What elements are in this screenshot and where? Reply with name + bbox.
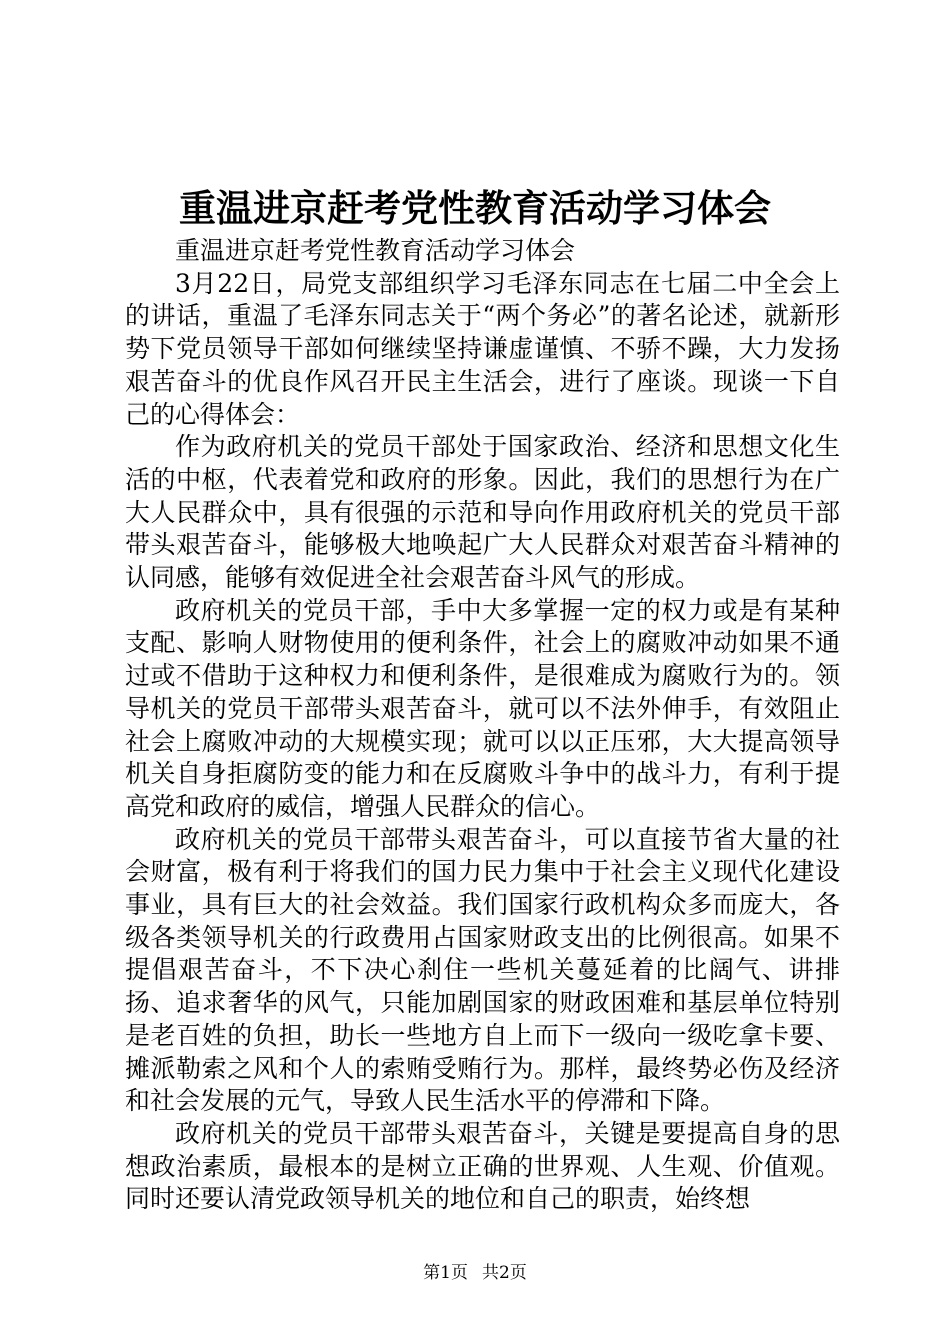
paragraph-1: 3月22日，局党支部组织学习毛泽东同志在七届二中全会上的讲话，重温了毛泽东同志关于“两个务必”的著名论述，就新形势下党员领导干部如何继续坚持谦虚谨慎、不骄不躁，大力发扬艰苦奋斗的优良作风召开民主生活会，进行了座谈。现谈一下自己的心得体会： [125,268,840,429]
paragraph-subtitle: 重温进京赶考党性教育活动学习体会 [175,236,576,265]
document-body [125,235,840,1216]
paragraph-2: 作为政府机关的党员干部处于国家政治、经济和思想文化生活的中枢，代表着党和政府的形象。因此，我们的思想行为在广大人民群众中，具有很强的示范和导向作用政府机关的党员干部带头艰苦奋斗，能够极大地唤起广大人民群众对艰苦奋斗精神的认同感，能够有效促进全社会艰苦奋斗风气的形成。 [125,432,840,593]
document-title: 重温进京赶考党性教育活动学习体会 [179,186,771,230]
paragraph-4: 政府机关的党员干部带头艰苦奋斗，可以直接节省大量的社会财富，极有利于将我们的国力民力集中于社会主义现代化建设事业，具有巨大的社会效益。我们国家行政机构众多而庞大，各级各类领导机关的行政费用占国家财政支出的比例很高。如果不提倡艰苦奋斗，不下决心刹住一些机关蔓延着的比阔气、讲排扬、追求奢华的风气，只能加剧国家的财政困难和基层单位特别是老百姓的负担，助长一些地方自上而下一级向一级吃拿卡要、摊派勒索之风和个人的索贿受贿行为。那样，最终势必伤及经济和社会发展的元气，导致人民生活水平的停滞和下降。 [125,824,840,1116]
page-footer [0,1262,950,1284]
page-number: 第1页 [423,1263,468,1283]
paragraph-5: 政府机关的党员干部带头艰苦奋斗，关键是要提高自身的思想政治素质，最根本的是树立正确的世界观、人生观、价值观。同时还要认清党政领导机关的地位和自己的职责，始终想 [125,1118,840,1214]
paragraph-3: 政府机关的党员干部，手中大多掌握一定的权力或是有某种支配、影响人财物使用的便利条件，社会上的腐败冲动如果不通过或不借助于这种权力和便利条件，是很难成为腐败行为的。领导机关的党员干部带头艰苦奋斗，就可以不法外伸手，有效阻止社会上腐败冲动的大规模实现；就可以以正压邪，大大提高领导机关自身拒腐防变的能力和在反腐败斗争中的战斗力，有利于提高党和政府的威信，增强人民群众的信心。 [125,595,840,821]
page-total: 共2页 [482,1263,527,1283]
